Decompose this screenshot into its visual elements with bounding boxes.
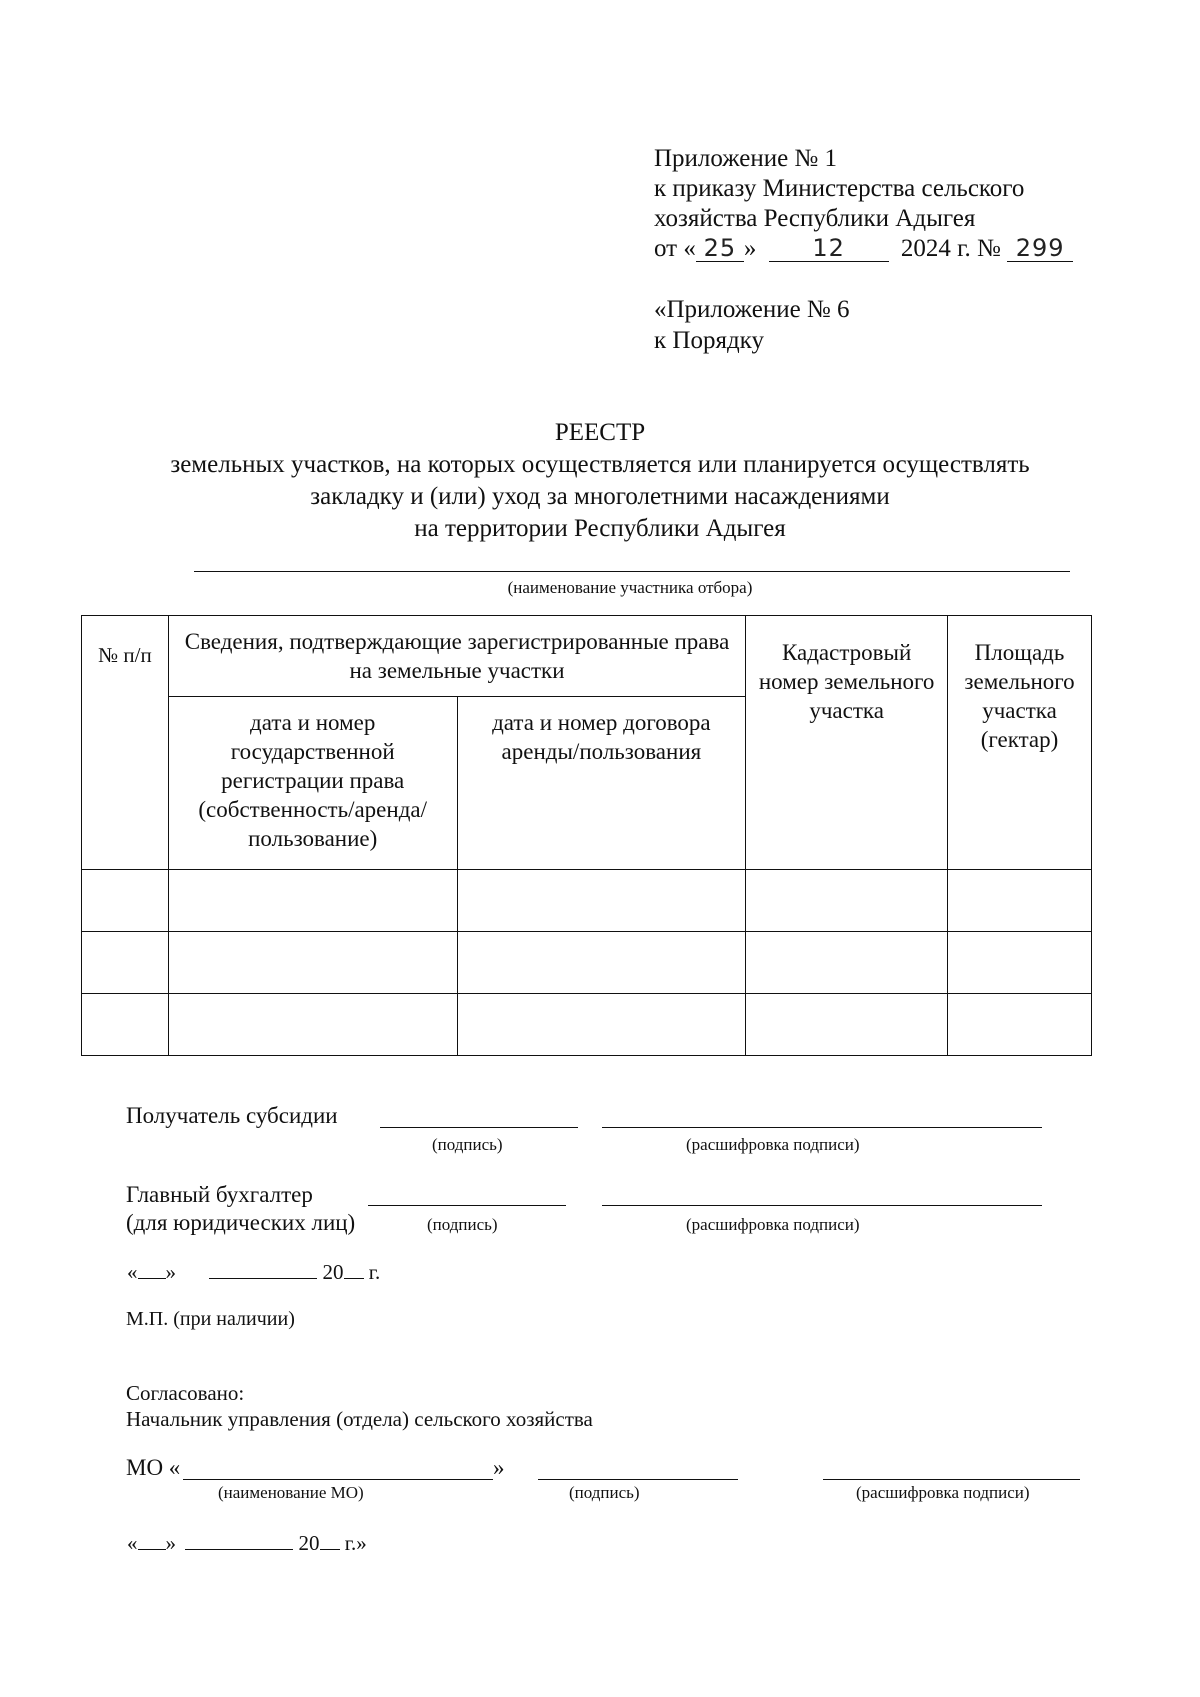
appendix-order-ref: к приказу Министерства сельского [654,175,1025,202]
agreed-label: Согласовано: [126,1381,245,1405]
col-header-area: Площадь земельного участка (гектар) [948,616,1092,870]
accountant-sublabel: (для юридических лиц) [126,1210,356,1235]
year-blank [344,1278,364,1279]
date-open-quote: « [127,1531,138,1555]
document-subtitle-2: закладку и (или) уход за многолетними насаждениями [310,483,890,510]
mo-suffix: » [493,1455,505,1480]
head-label: Начальник управления (отдела) сельского хозяйства [126,1407,593,1431]
date-line-1 [127,1260,380,1285]
table-cell [948,994,1092,1056]
table-cell [948,932,1092,994]
col-header-registration: дата и номер государственной регистрации права (собственность/аренда/ пользование) [168,697,457,870]
accountant-decode-caption: (расшифровка подписи) [686,1215,860,1234]
appendix-header [654,144,1073,264]
month-blank [209,1278,317,1279]
day-blank [138,1278,166,1279]
document-subtitle-1: земельных участков, на которых осуществляется или планируется осуществлять [170,451,1030,478]
procedure-appendix [654,294,850,356]
recipient-decode-caption: (расшифровка подписи) [686,1135,860,1154]
appendix-date-line [654,234,1073,264]
date-final-suffix: г.» [344,1531,367,1555]
appendix-ministry: хозяйства Республики Адыгея [654,205,976,232]
head-signature-caption: (подпись) [569,1483,640,1502]
stamp-note: М.П. (при наличии) [126,1308,295,1330]
procedure-appendix-number: «Приложение № 6 [654,296,850,323]
col-header-rights: Сведения, подтверждающие зарегистрированные права на земельные участки [168,616,745,697]
mo-name-line [183,1479,493,1480]
date-line-2 [127,1531,367,1556]
table-cell [168,870,457,932]
year-blank [320,1549,340,1550]
date-close-quote: » [165,1260,176,1284]
table-cell [168,994,457,1056]
procedure-appendix-ref: к Порядку [654,327,764,354]
table-cell [457,870,746,932]
recipient-decode-line [602,1127,1042,1128]
table-cell [82,870,169,932]
participant-caption: (наименование участника отбора) [507,578,753,597]
recipient-label: Получатель субсидии [126,1103,338,1128]
year-text: 2024 г. № [900,235,1001,262]
day-blank [138,1549,166,1550]
head-decode-line [823,1479,1080,1480]
table-cell [948,870,1092,932]
document-title: РЕЕСТР [554,419,646,446]
appendix-number: Приложение № 1 [654,145,838,172]
recipient-signature-caption: (подпись) [432,1135,503,1154]
accountant-signature-caption: (подпись) [427,1215,498,1234]
recipient-signature-line [380,1127,578,1128]
date-open-quote: « [127,1260,138,1284]
table-cell [746,994,948,1056]
table-cell [82,994,169,1056]
head-signature-line [538,1479,738,1480]
register-table [81,615,1092,1056]
table-cell [746,932,948,994]
table-cell [168,932,457,994]
col-header-contract: дата и номер договора аренды/пользования [457,697,746,870]
handwritten-day: 25 [696,235,744,262]
mo-caption: (наименование МО) [218,1483,364,1502]
table-row [82,932,1092,994]
table-row [82,994,1092,1056]
document-subtitle-3: на территории Республики Адыгея [414,515,786,542]
table-cell [457,932,746,994]
table-cell [82,932,169,994]
col-header-cadastral: Кадастровый номер земельного участка [746,616,948,870]
accountant-label: Главный бухгалтер [126,1182,313,1207]
table-row [82,870,1092,932]
col-header-number: № п/п [82,616,169,870]
handwritten-number: 299 [1007,235,1073,262]
date-suffix: г. [368,1260,381,1284]
date-year: 20 [322,1260,344,1284]
date-close-quote: » [165,1531,176,1555]
head-decode-caption: (расшифровка подписи) [856,1483,1030,1502]
table-cell [746,870,948,932]
date-sep: » [743,235,757,262]
date-year: 20 [298,1531,320,1555]
table-cell [457,994,746,1056]
participant-name-line [194,571,1070,572]
accountant-decode-line [602,1205,1042,1206]
accountant-signature-line [368,1205,566,1206]
mo-prefix: МО « [126,1455,181,1480]
month-blank [185,1549,293,1550]
handwritten-month: 12 [769,235,889,262]
date-prefix: от « [654,235,696,262]
